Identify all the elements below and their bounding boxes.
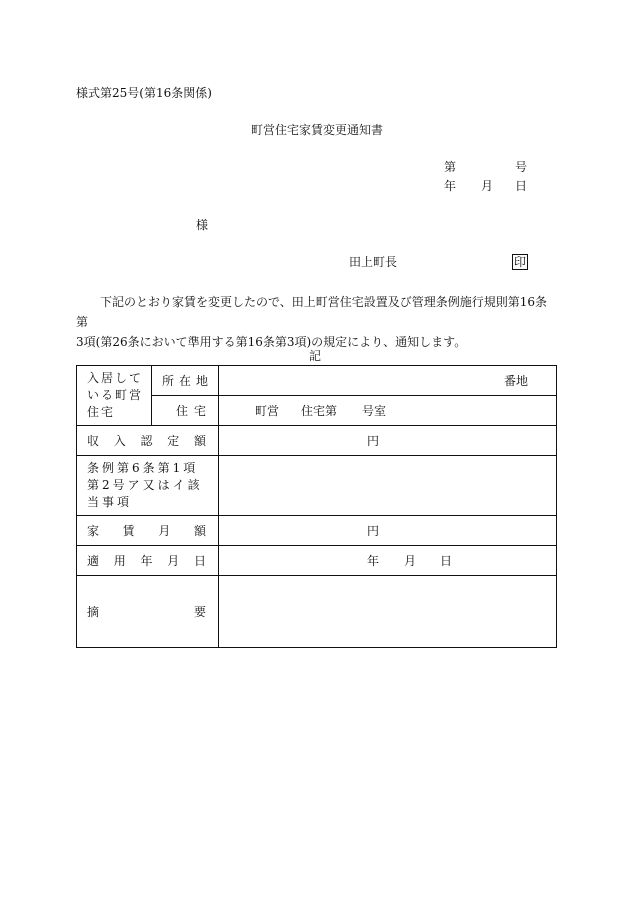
income-label-char: 入 xyxy=(113,434,126,448)
table-row xyxy=(77,456,557,516)
housing-label-char: 住 xyxy=(176,404,189,418)
table-row xyxy=(77,546,557,576)
doc-number-go: 号 xyxy=(515,160,528,174)
table-row xyxy=(77,366,557,396)
table-row xyxy=(77,576,557,648)
housing-value-cell[interactable] xyxy=(219,396,557,426)
housing-chouei: 町営 xyxy=(255,403,280,418)
body-line-1: 下記のとおり家賃を変更したので、田上町営住宅設置及び管理条例施行規則第16条第 xyxy=(76,295,548,329)
banchi-label: 番地 xyxy=(503,374,528,388)
ki-heading: 記 xyxy=(309,349,322,363)
income-label-char: 収 xyxy=(87,434,100,448)
apply-date-value-cell[interactable] xyxy=(219,546,557,576)
income-label-cell xyxy=(77,426,219,456)
housing-label-cell xyxy=(152,396,219,426)
doc-number-dai: 第 xyxy=(444,160,457,174)
location-label-cell xyxy=(152,366,219,396)
rent-label-char: 月 xyxy=(158,524,171,538)
resident-house-label-cell xyxy=(77,366,152,426)
location-label-char: 在 xyxy=(178,374,191,388)
apply-date-year: 年 xyxy=(367,553,380,568)
apply-date-month: 月 xyxy=(404,553,417,568)
body-line-2: 3項(第26条において準用する第16条第3項)の規定により、通知します。 xyxy=(76,335,467,349)
rent-label-char: 額 xyxy=(193,524,206,538)
date-month: 月 xyxy=(481,179,494,193)
issuer-name: 田上町長 xyxy=(349,255,398,269)
body-text xyxy=(76,292,558,352)
date-day: 日 xyxy=(515,179,528,193)
income-label-char: 認 xyxy=(140,434,153,448)
remarks-label-char: 摘 xyxy=(87,605,100,619)
remarks-label-cell xyxy=(77,576,219,648)
addressee-sama: 様 xyxy=(196,218,209,232)
income-value-cell[interactable] xyxy=(219,426,557,456)
ordinance-label-cell xyxy=(77,456,219,516)
apply-date-label-cell xyxy=(77,546,219,576)
form-number: 様式第25号(第16条関係) xyxy=(76,86,212,100)
apply-date-label-char: 年 xyxy=(140,554,153,568)
remarks-label-char: 要 xyxy=(193,605,206,619)
rent-label-char: 賃 xyxy=(122,524,135,538)
apply-date-label-char: 用 xyxy=(113,554,126,568)
seal-mark: 印 xyxy=(514,255,527,269)
rent-label-cell xyxy=(77,516,219,546)
apply-date-label-char: 月 xyxy=(167,554,180,568)
rent-yen: 円 xyxy=(367,523,380,538)
income-label-char: 定 xyxy=(167,434,180,448)
rent-label-char: 家 xyxy=(87,524,100,538)
document-title: 町営住宅家賃変更通知書 xyxy=(251,123,384,137)
ordinance-value-cell[interactable] xyxy=(219,456,557,516)
rent-value-cell[interactable] xyxy=(219,516,557,546)
housing-goshitsu: 号室 xyxy=(362,403,387,418)
housing-label-char: 宅 xyxy=(193,404,206,418)
info-table xyxy=(76,365,557,648)
date-year: 年 xyxy=(444,179,457,193)
table-row xyxy=(77,516,557,546)
apply-date-label-char: 日 xyxy=(193,554,206,568)
apply-date-day: 日 xyxy=(440,553,453,568)
ordinance-label: 条例第6条第1項第2号ア又はイ該当事項 xyxy=(87,461,203,509)
location-label-char: 地 xyxy=(195,374,208,388)
location-value-cell[interactable] xyxy=(219,366,557,396)
remarks-value-cell[interactable] xyxy=(219,576,557,648)
apply-date-label-char: 適 xyxy=(87,554,100,568)
housing-jutakudai: 住宅第 xyxy=(301,403,338,418)
location-label-char: 所 xyxy=(162,374,175,388)
income-yen: 円 xyxy=(367,433,380,448)
table-row xyxy=(77,426,557,456)
income-label-char: 額 xyxy=(193,434,206,448)
resident-house-label: 入居している町営住宅 xyxy=(87,371,144,419)
